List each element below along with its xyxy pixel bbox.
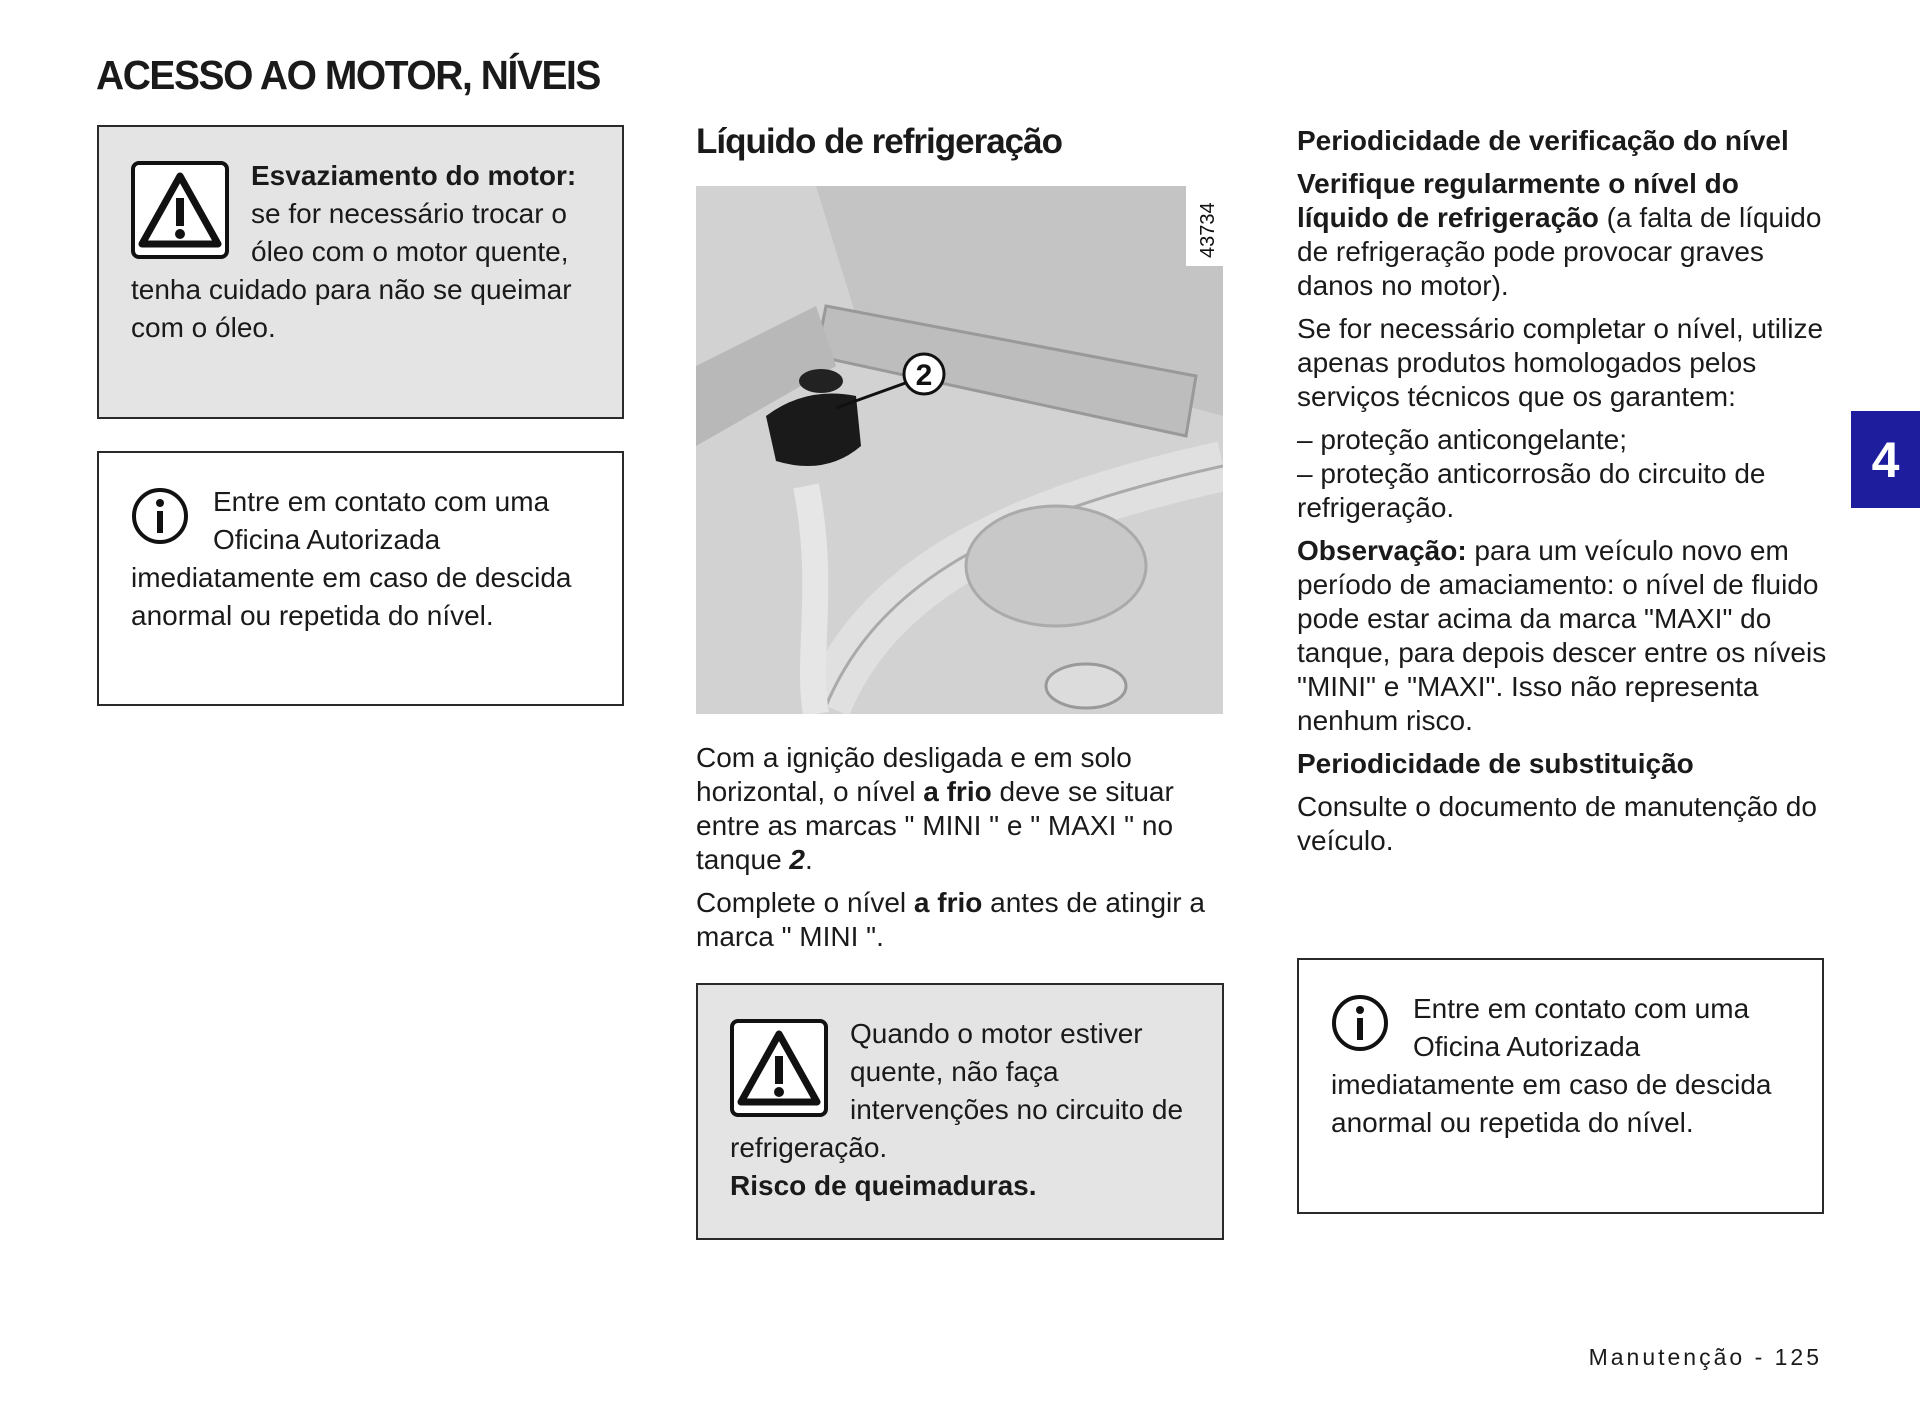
chapter-tab: 4 bbox=[1851, 411, 1920, 508]
text: . bbox=[805, 844, 813, 875]
warning-box-hot-engine bbox=[696, 983, 1224, 1240]
warning-bold: Esvaziamento do motor: bbox=[251, 160, 577, 191]
page-footer: Manutenção - 125 bbox=[1588, 1344, 1822, 1370]
warning-text: se for necessário trocar o óleo com o motor quente, tenha cuidado para não se queimar com o óleo. bbox=[131, 198, 572, 343]
list-item: – proteção anticorrosão do circuito de refrigeração. bbox=[1297, 458, 1766, 523]
check-frequency-heading: Periodicidade de verificação do nível bbox=[1297, 125, 1789, 156]
right-column-text bbox=[1297, 124, 1837, 867]
text: Com a ignição desligada e em solo horizontal, o nível bbox=[696, 742, 1132, 807]
figure-callout-2: 2 bbox=[915, 359, 933, 392]
warning-triangle-icon bbox=[730, 1019, 828, 1117]
text: (a falta de líquido de refrigeração pode provocar graves danos no motor). bbox=[1297, 202, 1822, 301]
page-title: ACESSO AO MOTOR, NÍVEIS bbox=[96, 52, 600, 98]
text: para um veículo novo em período de amaciamento: o nível de fluido pode estar acima da marca "MAXI" do tanque, para depois descer entre os níveis "MINI" e "MAXI". Isso não representa nenhum risco. bbox=[1297, 535, 1827, 736]
text-bold: Observação: bbox=[1297, 535, 1467, 566]
coolant-paragraph-2 bbox=[696, 886, 1226, 954]
warning-box-engine-drain bbox=[97, 125, 624, 419]
info-text: Entre em contato com uma Oficina Autorizada imediatamente em caso de descida anormal ou repetida do nível. bbox=[1331, 993, 1772, 1138]
warning-text: Quando o motor estiver quente, não faça intervenções no circuito de refrigeração. bbox=[730, 1018, 1184, 1163]
text: Complete o nível bbox=[696, 887, 914, 918]
right-paragraph-2: Se for necessário completar o nível, utilize apenas produtos homologados pelos serviços técnicos que os garantem: bbox=[1297, 313, 1824, 412]
info-box-right bbox=[1297, 958, 1824, 1214]
list-item: – proteção anticongelante; bbox=[1297, 424, 1628, 455]
text: deve se situar entre as marcas " MINI " e " MAXI " no tanque bbox=[696, 776, 1174, 875]
right-paragraph-4: Consulte o documento de manutenção do veículo. bbox=[1297, 791, 1817, 856]
text-bold: a frio bbox=[913, 887, 983, 918]
info-box-left bbox=[97, 451, 624, 706]
info-icon bbox=[131, 487, 189, 545]
info-text: Entre em contato com uma Oficina Autorizada imediatamente em caso de descida anormal ou repetida do nível. bbox=[131, 486, 572, 631]
right-paragraph-3 bbox=[1297, 534, 1837, 738]
figure-ref-number: 43734 bbox=[1197, 202, 1219, 258]
engine-bay-illustration bbox=[696, 186, 1223, 714]
text-bold: Verifique regularmente o nível do líquido de refrigeração bbox=[1297, 168, 1739, 233]
coolant-paragraph-1 bbox=[696, 741, 1226, 877]
text-bold: a frio bbox=[923, 776, 992, 807]
coolant-instructions bbox=[696, 741, 1226, 963]
tank-reference: 2 bbox=[789, 844, 805, 875]
coolant-heading: Líquido de refrigeração bbox=[696, 122, 1062, 161]
replacement-frequency-heading: Periodicidade de substituição bbox=[1297, 748, 1694, 779]
info-icon bbox=[1331, 994, 1389, 1052]
warning-bold: Risco de queimaduras. bbox=[730, 1170, 1037, 1201]
right-paragraph-1 bbox=[1297, 167, 1837, 303]
text: antes de atingir a marca " MINI ". bbox=[696, 887, 1205, 952]
warning-triangle-icon bbox=[131, 161, 229, 259]
